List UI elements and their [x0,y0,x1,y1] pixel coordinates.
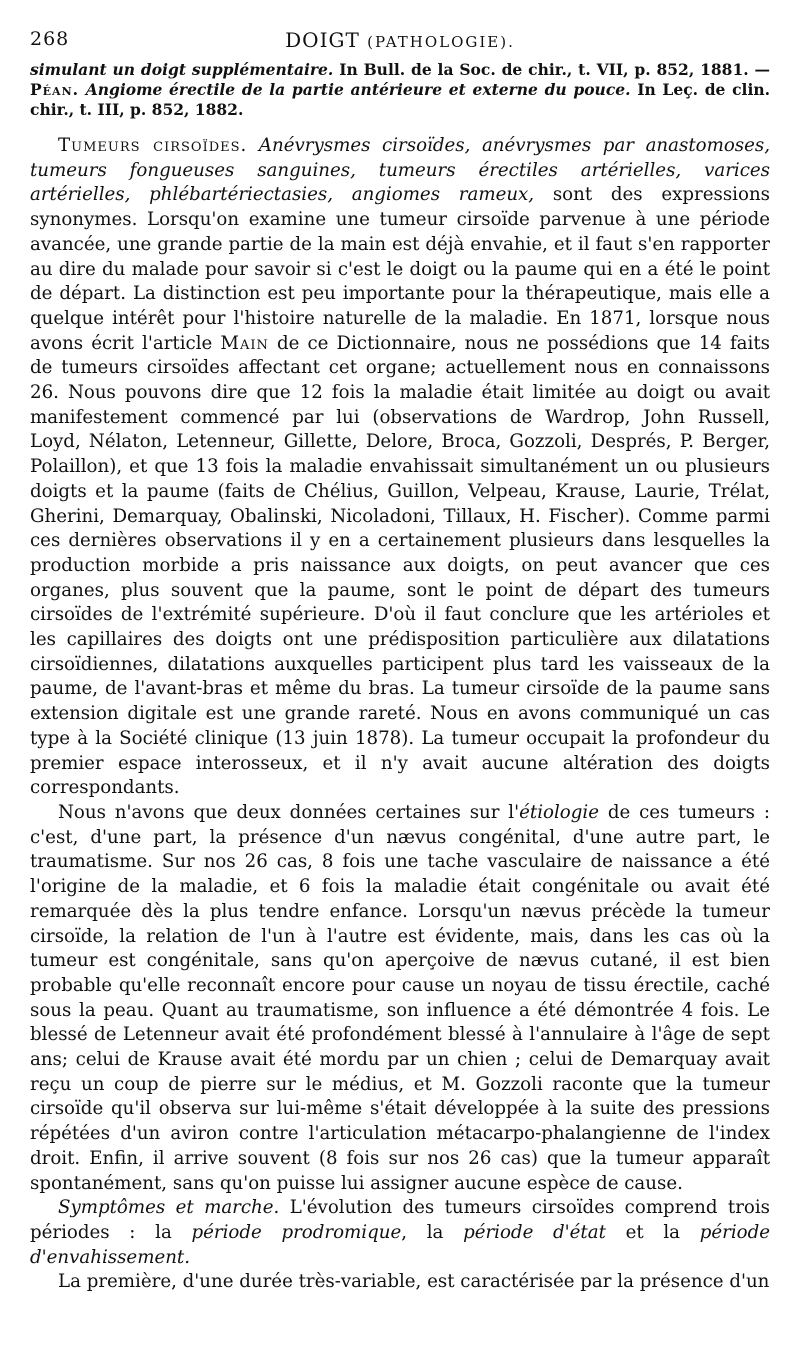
running-header [30,22,770,52]
paragraph-text: de ce Dictionnaire, nous ne possédions que 14 faits de tumeurs cirsoïdes affectant cet organe; actuellement nous en connaissons 26. Nous pouvons dire que 12 fois la maladie était limitée au doigt ou avait manifestement commencé par lui (observations de Wardrop, John Russell, Loyd, Nélaton, Letenneur, Gillette, Delore, Broca, Gozzoli, Després, P. Berger, Polaillon), et que 13 fois la maladie envahissait simultanément un ou plusieurs doigts et la paume (faits de Chélius, Guillon, Velpeau, Krause, Laurie, Trélat, Gherini, Demarquay, Obalinski, Nicoladoni, Tillaux, H. Fischer). Comme parmi ces dernières observations il y en a certainement plusieurs dans lesquelles la production morbide a pris naissance aux doigts, on peut avancer que ces organes, plus souvent que la paume, sont le point de départ des tumeurs cirsoïdes de l'extrémité supérieure. D'où il faut conclure que les artérioles et les capillaires des doigts ont une prédisposition particulière aux dilatations cirsoïdiennes, dilatations auxquelles participent plus tard les vaisseaux de la paume, de l'avant-bras et même du bras. La tumeur cirsoïde de la paume sans extension digitale est une grande rareté. Nous en avons communiqué un cas type à la Société clinique (13 juin 1878). La tumeur occupait la profondeur du premier espace interosseux, et il n'y avait aucune altération des doigts correspondants. [30,332,770,799]
running-title-main: DOIGT [285,28,360,52]
bibliography-references [30,60,770,120]
section-lead: Tumeurs cirsoïdes. [58,135,248,156]
ref1-title: simulant un doigt supplémentaire. [30,60,334,79]
paragraph-text: Nous n'avons que deux données certaines sur l' [58,801,520,823]
paragraph-text: de ces tumeurs : c'est, d'une part, la présence d'un nævus congénital, d'une autre part, le traumatisme. Sur nos 26 cas, 8 fois une tache vasculaire de naissance a été l'origine de la maladie, et 6 fois la maladie était congénitale ou avait été remarquée dès la plus tendre enfance. Lorsqu'un nævus précède la tumeur cirsoïde, la relation de l'un à l'autre est évidente, mais, dans les cas où la tumeur est congénitale, sans qu'on aperçoive de nævus cutané, il est bien probable qu'elle reconnaît encore pour cause un noyau de tissu érectile, caché sous la peau. Quant au traumatisme, son influence a été démontrée 4 fois. Le blessé de Letenneur avait été profondément blessé à l'annulaire à l'âge de sept ans; celui de Krause avait été mordu par un chien ; celui de Demarquay avait reçu un coup de pierre sur le médius, et M. Gozzoli raconte que la tumeur cirsoïde qu'il observa sur lui-même s'était développée à la suite des pressions répétées d'un aviron contre l'articulation métacarpo-phalangienne de l'index droit. Enfin, il arrive souvent (8 fois sur nos 26 cas) que la tumeur apparaît spontanément, sans qu'on puisse lui assigner aucune espèce de cause. [30,801,770,1194]
ref2-author: Péan. [30,80,80,99]
paragraph-text: La première, d'une durée très-variable, est caractérisée par la présence d'un [58,1271,770,1293]
ref2-source: In Leç. de clin. chir., t. III, p. 852, 1882. [30,80,770,119]
paragraph-text: , la [401,1221,464,1243]
paragraph-etiologie [30,801,770,1196]
synonyms: Anévrysmes cirsoïdes, anévrysmes par anastomoses, tumeurs fongueuses sanguines, tumeurs érectiles artérielles, varices artérielles, phlébartériectasies, angiomes rameux, [30,135,770,206]
term-periode-etat: période d'état [463,1221,606,1243]
term-periode-envahissement: période d'envahissement. [30,1221,771,1268]
running-title [30,28,770,52]
running-title-sub: (PATHOLOGIE). [367,33,515,51]
paragraph-tumeurs-cirsoides [30,134,770,801]
section-lead-symptomes: Symptômes et marche. [58,1197,280,1219]
term-periode-prodromique: période prodromique [191,1221,402,1243]
paragraph-symptomes [30,1196,770,1270]
paragraph-text: et la [605,1221,700,1243]
page-number: 268 [30,28,70,50]
ref1-source: In Bull. de la Soc. de chir., t. VII, p. 852, 1881. — [333,60,771,79]
paragraph-premiere-periode [30,1270,770,1295]
paragraph-text: L'évolution des tumeurs cirsoïdes comprend trois périodes : la [30,1197,771,1243]
article-ref-main: Main [220,332,269,354]
ref2-title: Angiome érectile de la partie antérieure et externe du pouce. [79,80,631,99]
term-etiologie: étiologie [519,801,599,823]
paragraph-text: sont des expressions synonymes. Lorsqu'on examine une tumeur cirsoïde parvenue à une période avancée, une grande partie de la main est déjà envahie, et il faut s'en rapporter au dire du malade pour savoir si c'est le doigt ou la paume qui en a été le point de départ. La distinction est peu importante pour la thérapeutique, mais elle a quelque intérêt pour l'histoire naturelle de la maladie. En 1871, lorsque nous avons écrit l'article [30,184,770,354]
main-text [30,134,770,1295]
